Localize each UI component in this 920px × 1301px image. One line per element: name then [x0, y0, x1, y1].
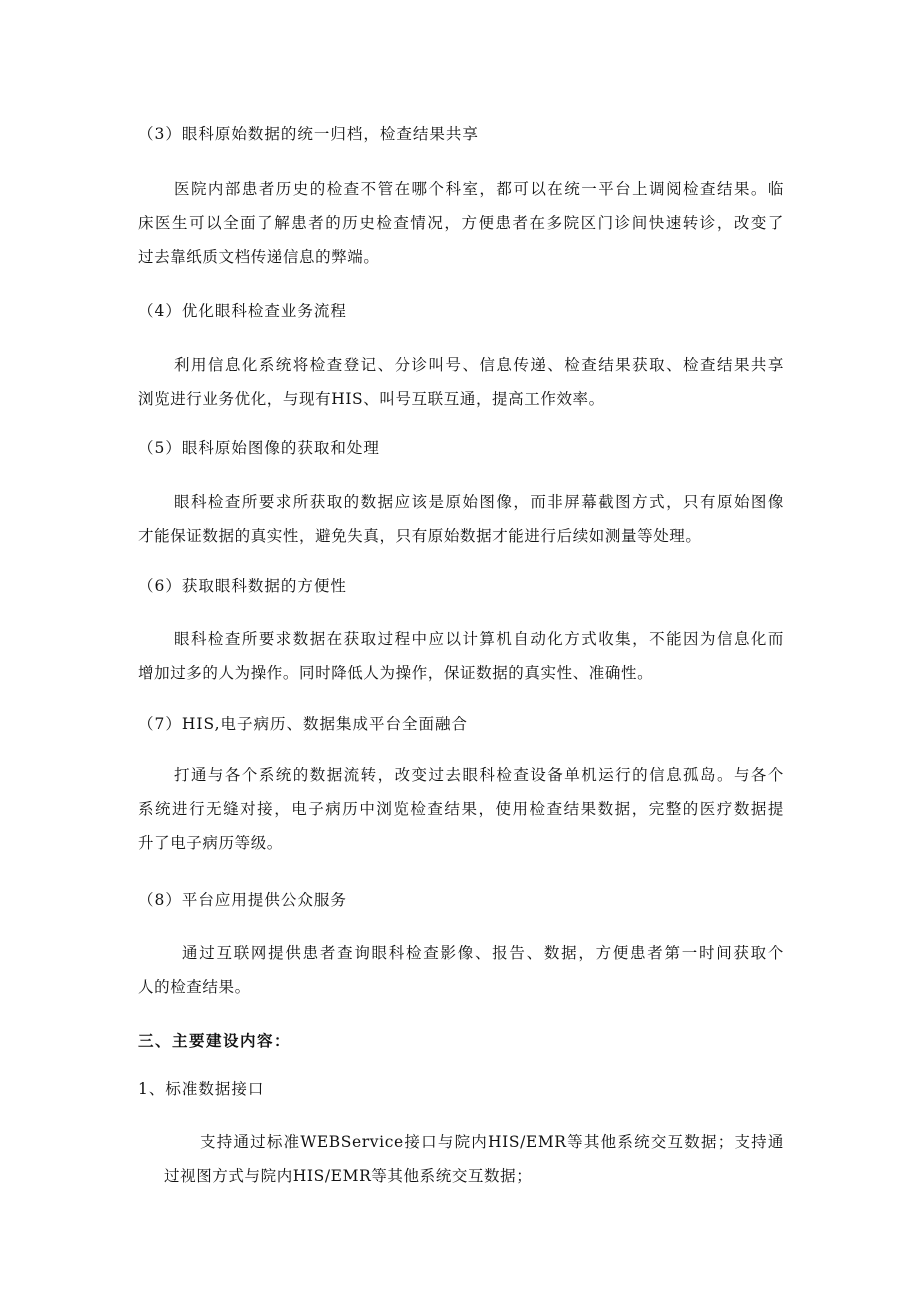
subsection-heading-1: 1、标准数据接口	[138, 1080, 265, 1098]
section-7-line-3: 升了电子病历等级。	[138, 834, 283, 852]
section-3-line-2: 床医生可以全面了解患者的历史检查情况，方便患者在多院区门诊间快速转诊，改变了	[138, 214, 784, 232]
section-4-line-2: 浏览进行业务优化，与现有HIS、叫号互联互通，提高工作效率。	[138, 390, 605, 408]
section-4-line-1: 利用信息化系统将检查登记、分诊叫号、信息传递、检查结果获取、检查结果共享	[174, 356, 784, 374]
section-body-3	[138, 172, 784, 274]
section-5-line-1: 眼科检查所要求所获取的数据应该是原始图像，而非屏幕截图方式，只有原始图像	[174, 493, 784, 511]
section-6-line-1: 眼科检查所要求数据在获取过程中应以计算机自动化方式收集，不能因为信息化而	[174, 630, 784, 648]
section-heading-3: （3）眼科原始数据的统一归档，检查结果共享	[138, 125, 479, 143]
subsection-1-line-1: 支持通过标准WEBService接口与院内HIS/EMR等其他系统交互数据；支持通	[200, 1133, 784, 1151]
section-body-6	[138, 622, 784, 690]
section-8-line-2: 人的检查结果。	[138, 978, 251, 996]
section-body-7	[138, 758, 784, 860]
section-heading-6: （6）获取眼科数据的方便性	[138, 577, 347, 595]
section-heading-4: （4）优化眼科检查业务流程	[138, 302, 347, 320]
section-heading-5: （5）眼科原始图像的获取和处理	[138, 439, 380, 457]
section-8-line-1: 通过互联网提供患者查询眼科检查影像、报告、数据，方便患者第一时间获取个	[182, 944, 784, 962]
section-3-line-1: 医院内部患者历史的检查不管在哪个科室，都可以在统一平台上调阅检查结果。临	[174, 180, 784, 198]
section-body-8	[138, 936, 784, 1004]
section-body-4	[138, 348, 784, 416]
chapter-heading: 三、主要建设内容：	[138, 1031, 292, 1050]
section-heading-8: （8）平台应用提供公众服务	[138, 891, 347, 909]
section-7-line-1: 打通与各个系统的数据流转，改变过去眼科检查设备单机运行的信息孤岛。与各个	[174, 766, 784, 784]
section-6-line-2: 增加过多的人为操作。同时降低人为操作，保证数据的真实性、准确性。	[138, 664, 654, 682]
section-5-line-2: 才能保证数据的真实性，避免失真，只有原始数据才能进行后续如测量等处理。	[138, 527, 702, 545]
subsection-1-line-2: 过视图方式与院内HIS/EMR等其他系统交互数据；	[164, 1167, 533, 1185]
section-heading-7: （7）HIS,电子病历、数据集成平台全面融合	[138, 715, 468, 733]
section-7-line-2: 系统进行无缝对接，电子病历中浏览检查结果，使用检查结果数据，完整的医疗数据提	[138, 800, 784, 818]
section-body-5	[138, 485, 784, 553]
subsection-body-1	[164, 1125, 784, 1193]
section-3-line-3: 过去靠纸质文档传递信息的弊端。	[138, 248, 380, 266]
